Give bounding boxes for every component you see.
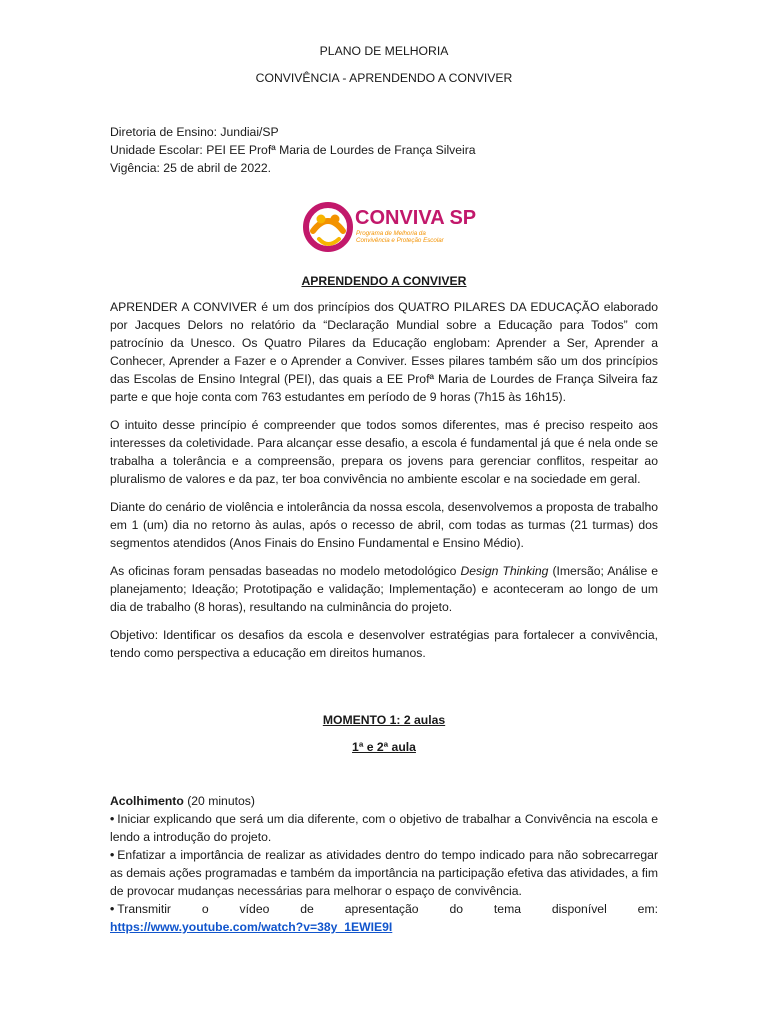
paragraph-3: Diante do cenário de violência e intolerância da nossa escola, desenvolvemos a proposta de trabalho em 1 (um) dia no retorno às aulas, após o recesso de abril, com todas as turmas (21 turmas) dos segmentos atendidos (Anos Finais do Ensino Fundamental e Ensino Médio). — [110, 500, 658, 550]
paragraph-2: O intuito desse princípio é compreender que todos somos diferentes, mas é preciso respeito aos interesses da coletividade. Para alcançar esse desafio, a escola é fundamental já que é nela onde se trabalha a tolerância e a compreensão, prepara os jovens para gerenciar conflitos, respeitar ao pluralismo de valores e da paz, ter boa convivência no ambiente escolar e na sociedade em geral. — [110, 418, 658, 486]
acolhimento-bullet-3: • Transmitir o vídeo de apresentação do tema disponível em: — [110, 900, 658, 918]
vigencia-line: Vigência: 25 de abril de 2022. — [110, 161, 272, 175]
logo-head-icon — [317, 215, 326, 224]
paragraph-objective: Objetivo: Identificar os desafios da escola e desenvolver estratégias para fortalecer a convivência, tendo como perspectiva a educação em direitos humanos. — [110, 628, 658, 660]
plan-subtitle: CONVIVÊNCIA - APRENDENDO A CONVIVER — [255, 71, 513, 85]
youtube-video-link[interactable]: https://www.youtube.com/watch?v=38y_1EWIE9I — [110, 920, 393, 934]
conviva-sp-logo — [303, 199, 483, 255]
logo-wordmark: CONVIVA SP — [355, 207, 477, 229]
plan-title: PLANO DE MELHORIA — [319, 44, 449, 58]
acolhimento-bullet-1: • Iniciar explicando que será um dia diferente, com o objetivo de trabalhar a Convivência na escola e lendo a introdução do projeto. — [110, 810, 658, 846]
logo-tagline-1: Programa de Melhoria da — [356, 230, 426, 237]
acolhimento-section — [110, 792, 658, 936]
unidade-line: Unidade Escolar: PEI EE Profª Maria de Lourdes de França Silveira — [110, 143, 476, 157]
video-link-line — [110, 918, 658, 936]
paragraph-4: As oficinas foram pensadas baseadas no modelo metodológico Design Thinking (Imersão; Análise e planejamento; Ideação; Prototipação e validação; Implementação) e aconteceram ao longo de um dia de trabalho (8 horas), resultando na culminância do projeto. — [110, 564, 658, 614]
moment-title: MOMENTO 1: 2 aulas — [322, 713, 446, 727]
logo-arm-icon — [313, 221, 343, 231]
moment-aulas: 1ª e 2ª aula — [352, 740, 416, 754]
design-thinking-term: Design Thinking — [460, 564, 549, 578]
acolhimento-heading: Acolhimento (20 minutos) — [110, 794, 255, 808]
paragraph-1: APRENDER A CONVIVER é um dos princípios dos QUATRO PILARES DA EDUCAÇÃO elaborado por Jacques Delors no relatório da “Declaração Mundial sobre a Educação para Todos” com patrocínio da Unesco. Os Quatro Pilares da Educação englobam: Aprender a Ser, Aprender a Conhecer, Aprender a Fazer e o Aprender a Conviver. Esses pilares também são um dos princípios das Escolas de Ensino Integral (PEI), das quais a EE Profª Maria de Lourdes de França Silveira faz parte e que hoje conta com 763 estudantes em período de 9 horas (7h15 às 16h15). — [110, 300, 658, 404]
diretoria-line: Diretoria de Ensino: Jundiai/SP — [110, 125, 279, 139]
section-body — [110, 298, 658, 672]
logo-head-icon — [331, 215, 340, 224]
plan-meta — [110, 123, 658, 177]
logo-tagline-2: Convivência e Proteção Escolar — [356, 237, 444, 244]
section-title: APRENDENDO A CONVIVER — [301, 274, 467, 288]
acolhimento-bullet-2: • Enfatizar a importância de realizar as atividades dentro do tempo indicado para não sobrecarregar as demais ações programadas e também da importância na participação efetiva das atividades, a fim de provocar mudanças necessárias para melhorar o espaço de convivência. — [110, 846, 658, 900]
